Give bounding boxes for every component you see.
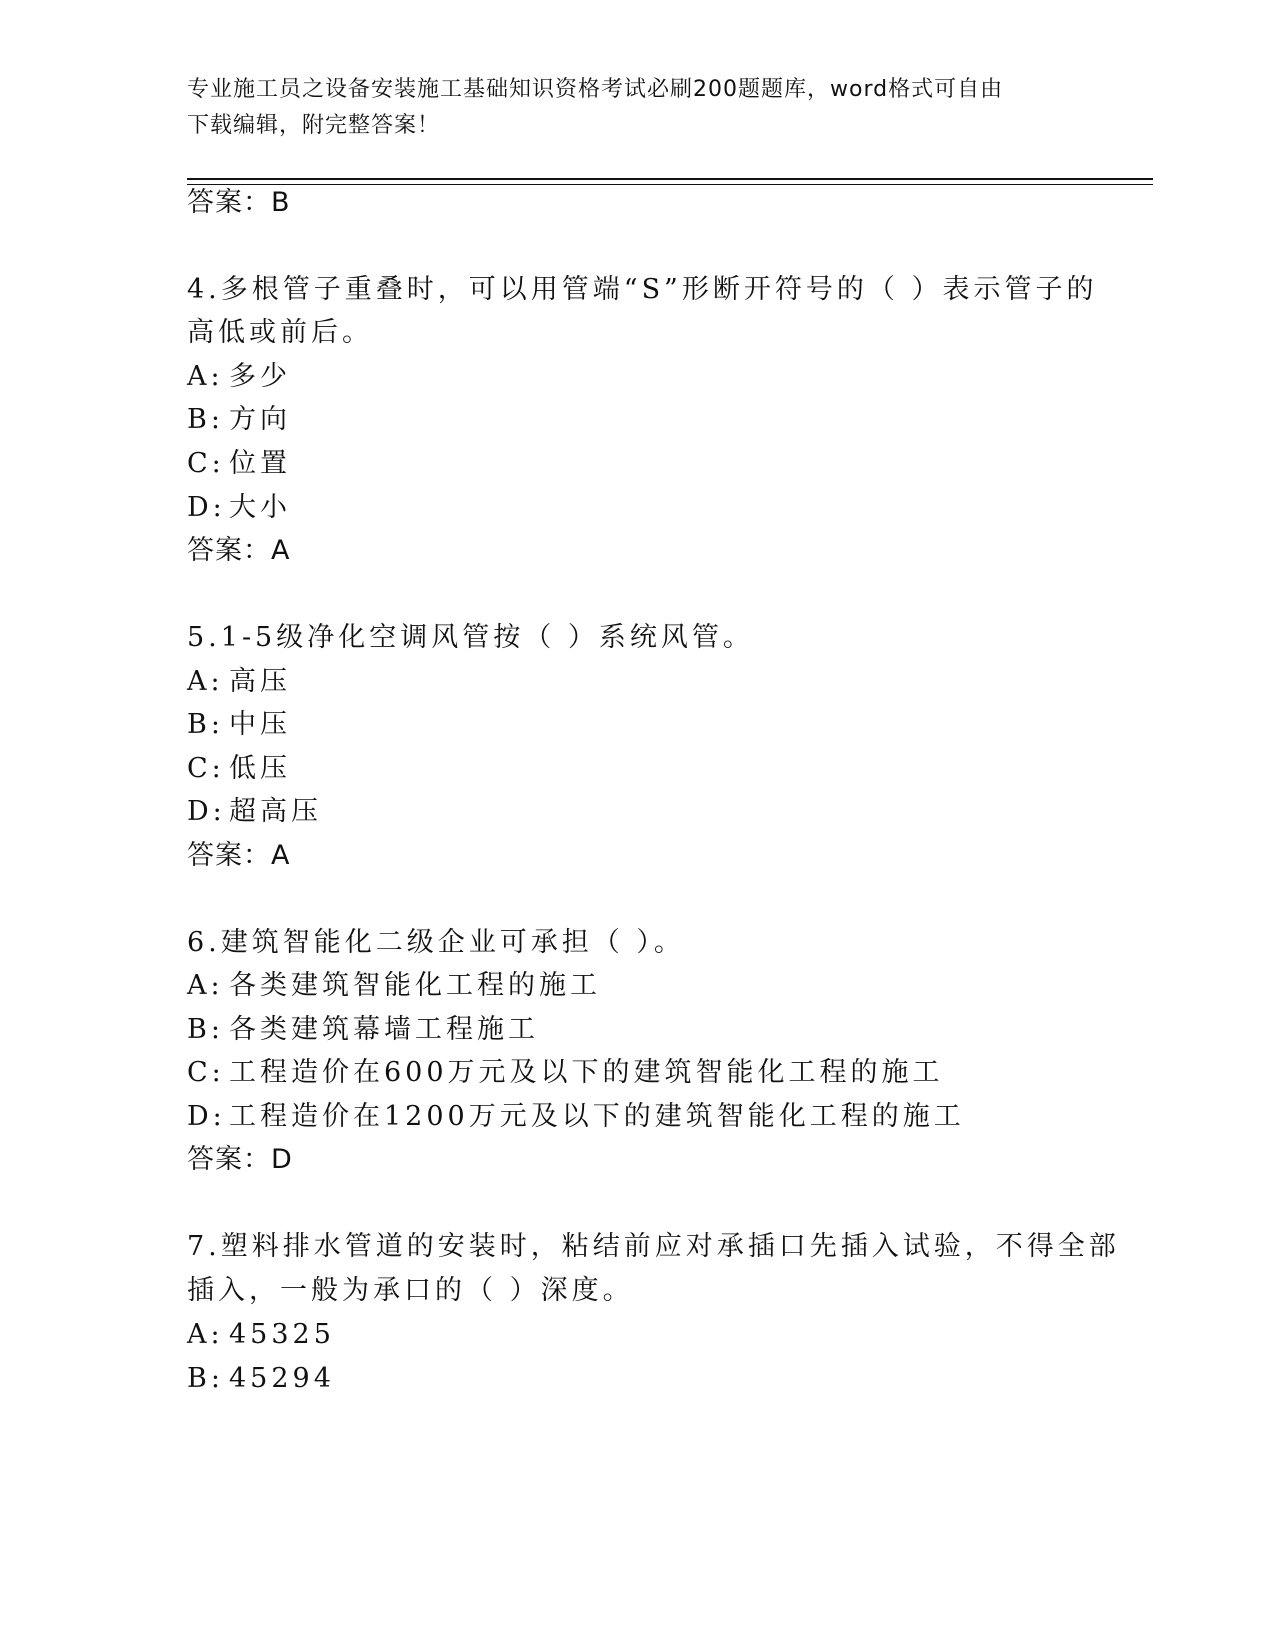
document-header: [187, 72, 1067, 144]
option-text: 45325: [229, 1319, 335, 1350]
option-letter: C:: [187, 448, 225, 479]
option-letter: A:: [187, 361, 224, 392]
header-line-2: 下载编辑，附完整答案！: [187, 113, 441, 138]
question-5-stem-line-1: 5.1-5级净化空调风管按（ ）系统风管。: [187, 622, 754, 653]
question-6-option-d: [187, 1099, 965, 1135]
option-letter: A:: [187, 1319, 224, 1350]
option-text: 各类建筑幕墙工程施工: [229, 1014, 539, 1045]
question-6-option-c: [187, 1055, 944, 1091]
option-text: 超高压: [229, 796, 322, 827]
option-text: 中压: [229, 709, 291, 740]
option-text: 高压: [229, 666, 291, 697]
question-4-option-d: [187, 490, 291, 526]
question-4-option-c: [187, 446, 291, 482]
question-6-stem-line-1: 6.建筑智能化二级企业可承担（ ）。: [187, 927, 685, 958]
question-7-option-a: [187, 1317, 335, 1353]
question-6-answer: 答案：D: [187, 1144, 293, 1175]
header-line-1: 专业施工员之设备安装施工基础知识资格考试必刷200题题库，word格式可自由: [187, 77, 1004, 102]
question-5-answer: 答案：A: [187, 840, 291, 871]
option-letter: D:: [187, 1101, 226, 1132]
option-letter: C:: [187, 1057, 225, 1088]
option-letter: C:: [187, 753, 225, 784]
option-text: 位置: [229, 448, 291, 479]
question-5-option-b: [187, 707, 291, 743]
option-letter: D:: [187, 492, 226, 523]
question-4-stem-line-1: 4.多根管子重叠时，可以用管端“S”形断开符号的（ ）表示管子的: [187, 274, 1098, 305]
question-4-option-b: [187, 402, 291, 438]
option-text: 45294: [229, 1363, 335, 1394]
option-text: 各类建筑智能化工程的施工: [229, 970, 601, 1001]
option-text: 低压: [229, 753, 291, 784]
option-text: 工程造价在600万元及以下的建筑智能化工程的施工: [229, 1057, 944, 1088]
question-6-option-b: [187, 1012, 539, 1048]
question-5-option-d: [187, 794, 322, 830]
question-7-option-b: [187, 1361, 335, 1397]
question-5-option-c: [187, 751, 291, 787]
question-4-option-a: [187, 359, 291, 395]
option-text: 大小: [229, 492, 291, 523]
question-5-option-a: [187, 664, 291, 700]
question-6-option-a: [187, 968, 601, 1004]
question-7-stem-line-2: 插入，一般为承口的（ ）深度。: [187, 1275, 634, 1306]
option-text: 多少: [229, 361, 291, 392]
option-letter: A:: [187, 666, 224, 697]
previous-answer: 答案：B: [187, 187, 291, 218]
question-4-answer: 答案：A: [187, 535, 291, 566]
header-rule-thin: [187, 184, 1153, 185]
option-letter: D:: [187, 796, 226, 827]
option-letter: A:: [187, 970, 224, 1001]
header-rule-thick: [187, 178, 1153, 180]
option-letter: B:: [187, 404, 224, 435]
option-letter: B:: [187, 1014, 224, 1045]
option-text: 方向: [229, 404, 291, 435]
question-4-stem-line-2: 高低或前后。: [187, 317, 373, 348]
option-letter: B:: [187, 709, 224, 740]
option-letter: B:: [187, 1363, 224, 1394]
question-7-stem-line-1: 7.塑料排水管道的安装时，粘结前应对承插口先插入试验，不得全部: [187, 1231, 1120, 1262]
option-text: 工程造价在1200万元及以下的建筑智能化工程的施工: [229, 1101, 965, 1132]
